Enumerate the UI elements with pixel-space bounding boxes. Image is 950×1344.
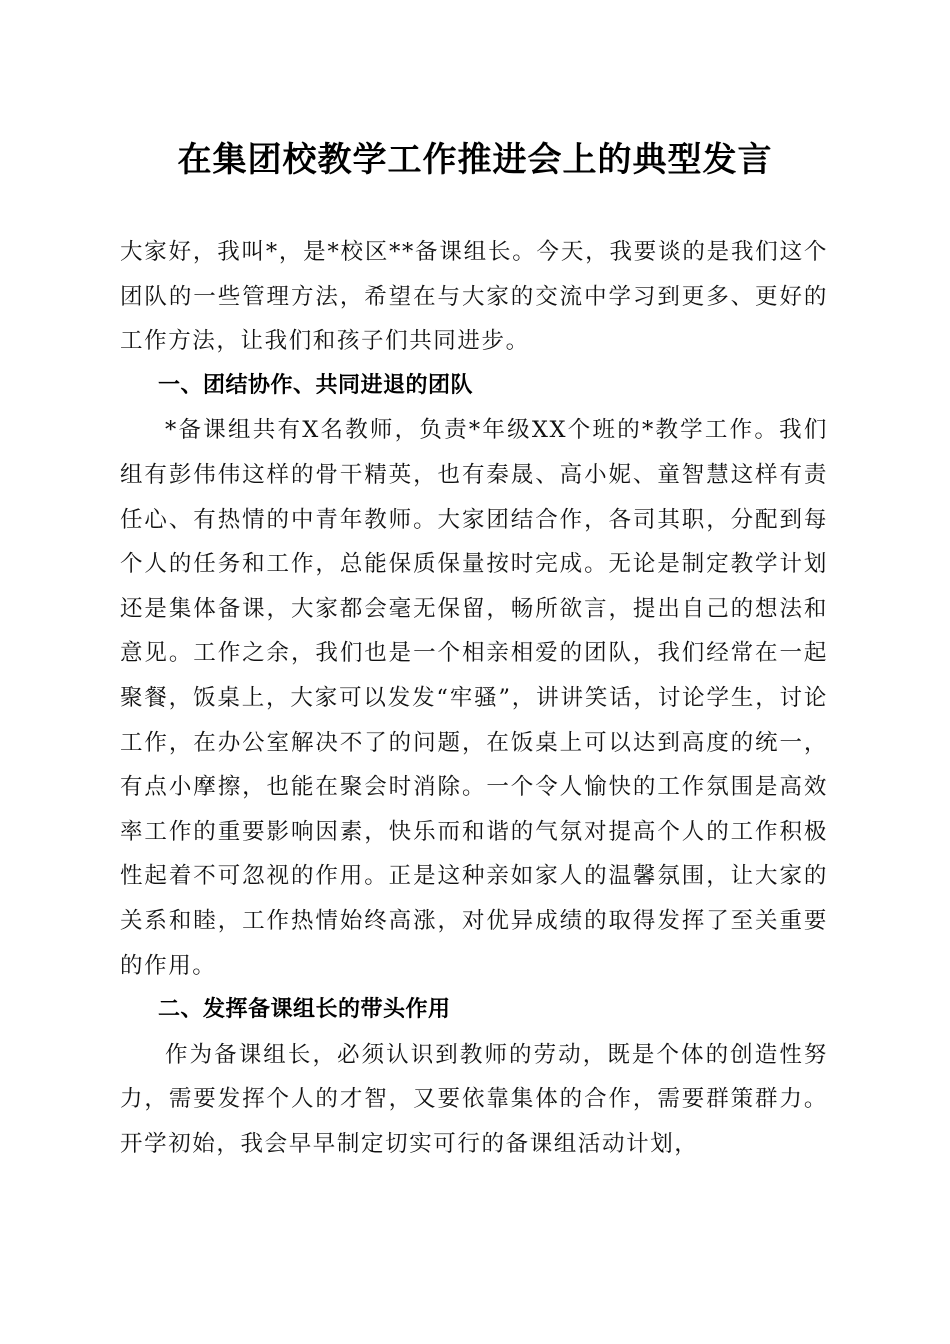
- document-body: [120, 230, 828, 1166]
- section-2-paragraph: 作为备课组长，必须认识到教师的劳动，既是个体的创造性努力，需要发挥个人的才智，又要依靠集体的合作，需要群策群力。开学初始，我会早早制定切实可行的备课组活动计划，: [120, 1041, 828, 1157]
- intro-paragraph: 大家好，我叫*，是*校区**备课组长。今天，我要谈的是我们这个团队的一些管理方法，希望在与大家的交流中学习到更多、更好的工作方法，让我们和孩子们共同进步。: [120, 239, 828, 355]
- section-2-heading: 二、发挥备课组长的带头作用: [158, 997, 451, 1023]
- section-1-heading: 一、团结协作、共同进退的团队: [158, 372, 474, 398]
- section-1-paragraph: *备课组共有X名教师，负责*年级XX个班的*教学工作。我们组有彭伟伟这样的骨干精英，也有秦晟、高小妮、童智慧这样有责任心、有热情的中青年教师。大家团结合作，各司其职，分配到每个人的任务和工作，总能保质保量按时完成。无论是制定教学计划还是集体备课，大家都会毫无保留，畅所欲言，提出自己的想法和意见。工作之余，我们也是一个相亲相爱的团队，我们经常在一起聚餐，饭桌上，大家可以发发“牢骚”，讲讲笑话，讨论学生，讨论工作，在办公室解决不了的问题，在饭桌上可以达到高度的统一，有点小摩擦，也能在聚会时消除。一个令人愉快的工作氛围是高效率工作的重要影响因素，快乐而和谐的气氛对提高个人的工作积极性起着不可忽视的作用。正是这种亲如家人的温馨氛围，让大家的关系和睦，工作热情始终高涨，对优异成绩的取得发挥了至关重要的作用。: [120, 417, 828, 979]
- document-title: 在集团校教学工作推进会上的典型发言: [177, 140, 773, 180]
